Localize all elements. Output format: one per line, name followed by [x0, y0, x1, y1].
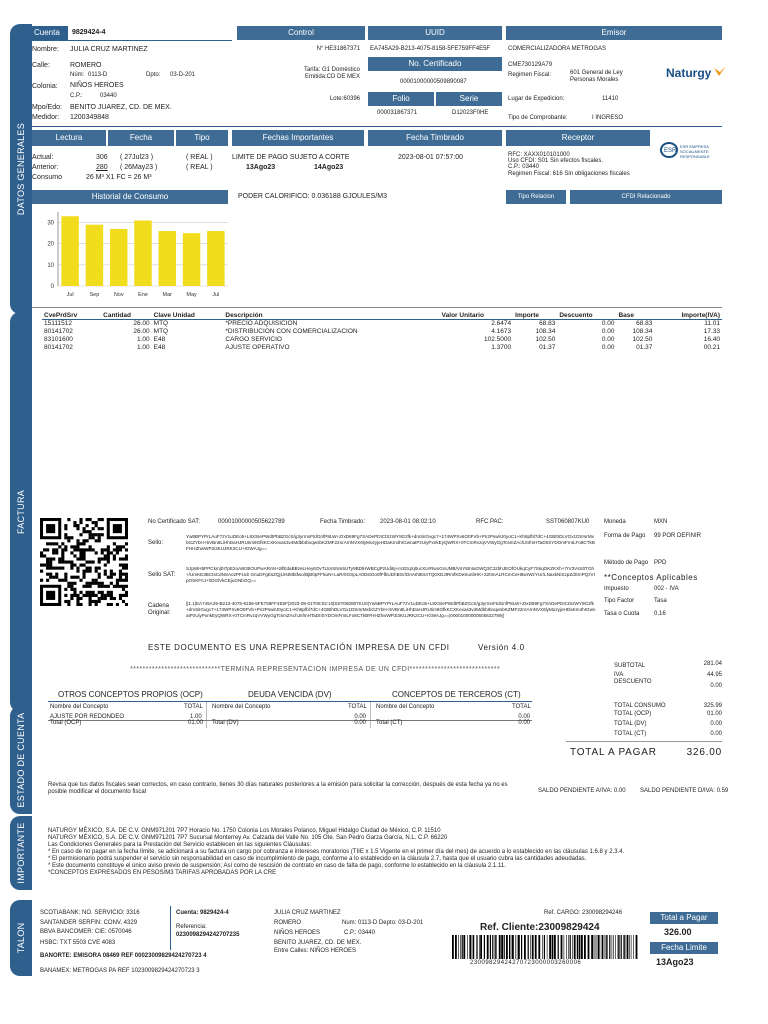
calle-value: ROMERO [70, 62, 102, 69]
descuento-label: DESCUENTO [614, 679, 652, 685]
cell: CARGO SERVICIO [225, 336, 282, 343]
esr-text: ESR EMPRESA SOCIALMENTE RESPONSABLE [680, 144, 710, 159]
total-consumo-label: TOTAL CONSUMO [614, 703, 666, 709]
talon-referencia-label: Referencia: [176, 924, 207, 930]
y-tick-label: 30 [47, 220, 54, 227]
metodo-pago-label: Método de Pago [604, 560, 649, 566]
divider [370, 702, 371, 728]
importante-line: * Este documento constituye el único aviso previo de suspensión; Así como de rescisión de contrato en caso de falta de pago, conforme lo establecido en la cláusula 2.1.11. [48, 863, 506, 869]
cell: MTQ [153, 320, 169, 327]
nombre-label: Nombre: [32, 46, 59, 53]
moneda-label: Moneda [604, 519, 626, 525]
num-value: 0113-D [88, 72, 108, 78]
chart-bar [207, 231, 224, 286]
talon-cuenta: Cuenta: 9829424-4 [176, 910, 229, 916]
total-ct-value: 0.00 [710, 731, 722, 737]
talon-calle: ROMERO [274, 920, 301, 926]
ct-col-total: TOTAL [512, 704, 531, 710]
rfc-pac-value: SST060807KU0 [546, 519, 590, 525]
limite-fecha: 13Ago23 [246, 164, 276, 171]
serie-header: Serie [436, 92, 502, 106]
control-header: Control [237, 26, 365, 40]
lote: Lote:60396 [329, 96, 360, 102]
actual-fecha: ( 27Jul23 ) [120, 154, 154, 161]
naturgy-logo [666, 66, 727, 80]
ref-cliente: Ref. Cliente:23009829424 [480, 922, 600, 933]
cuenta-header [32, 26, 68, 40]
talon-num: Num: 0113-D Depto: 03-D-201 [342, 920, 424, 926]
divider [206, 702, 207, 728]
cell: 83101600 [44, 336, 73, 343]
receptor-cp: C.P.: 03440 [508, 164, 539, 170]
talon-total-pagar: 326.00 [664, 927, 692, 937]
anterior-label: Anterior: [32, 164, 59, 171]
receptor-header: Receptor [506, 130, 650, 146]
banco-banamex: BANAMEX: METROGAS PA REF 1023009829424270723 3 [40, 968, 200, 974]
otros-sum-rule [48, 720, 532, 721]
table-row [42, 336, 722, 344]
ocp-total-value: 01.00 [188, 720, 204, 726]
uuid-value: EA745A29-B213-4075-8158-5FE759FF4E5F [370, 46, 491, 52]
header-rule [32, 40, 232, 41]
cell: 26.00 [133, 328, 150, 335]
cell: 11.01 [704, 320, 720, 327]
importante-text [48, 828, 728, 877]
impuesto-value: 002 - IVA [654, 586, 679, 592]
table-row [42, 328, 722, 336]
cell: *DISTRIBUCION CON COMERCIALIZACION [225, 328, 358, 335]
cell: 102.5000 [484, 336, 512, 343]
sidebar-factura [10, 312, 32, 712]
fecha-timbrado-value: 2023-08-01 07:57:00 [398, 154, 463, 161]
col-importe: Importe [513, 312, 557, 320]
x-tick-label: Mar [162, 292, 173, 298]
sidebar-estado-cuenta [10, 706, 32, 814]
actual-tipo: ( REAL ) [186, 154, 213, 161]
ocp-col-total: TOTAL [184, 704, 203, 710]
serie-value: D12023F0HE [452, 110, 489, 116]
banco-scotiabank: SCOTIABANK: NO. SERVICIO: 3316 [40, 910, 140, 916]
col-descuento: Descuento [557, 312, 616, 320]
emisor-nombre: COMERCIALIZADORA METROGAS [508, 46, 607, 52]
receptor-uso: Uso CFDI: S01 Sin efectos fiscales. [508, 158, 604, 164]
chart-bar [86, 225, 103, 286]
sidebar-datos-generales [10, 24, 32, 314]
sat-cert-label: No Certificado SAT: [148, 519, 200, 525]
folio-value: 000031867371 [377, 110, 418, 116]
cell: *PRECIO ADQUISICION [225, 320, 298, 327]
ref-cargo: Ref. CARGO: 230098294246 [544, 910, 623, 916]
descuento-value: 0.00 [710, 683, 722, 689]
section-rule [32, 307, 722, 308]
ct-total-value: 0.00 [518, 720, 530, 726]
mpo-value: BENITO JUAREZ, CD. DE MEX. [70, 104, 172, 111]
tipo-comprobante-value: I INGRESO [592, 115, 624, 121]
total-ct-label: TOTAL (CT) [614, 731, 647, 737]
mpo-label: Mpo/Edo: [32, 104, 62, 111]
limite-pago: LIMITE DE PAGO SUJETO A CORTE [232, 154, 350, 161]
total-consumo-value: 325.99 [703, 703, 722, 709]
importante-line: NATURGY MÉXICO, S.A. DE C.V. GNM971201 7P7 Horacio No. 1750 Colonia Los Morales Polanco, Miguel Hidalgo Ciudad de México, C.P. 11510 [48, 828, 441, 834]
col-descripcion: Descripción [223, 312, 439, 320]
banco-hsbc: HSBC: TXT 5503 CVE 4083 [40, 940, 116, 946]
dv-total-label: Total (DV) [212, 720, 239, 726]
actual-label: Actual: [32, 154, 54, 161]
fecha-header: Fecha [108, 130, 174, 146]
table-row [42, 344, 722, 352]
lectura-header: Lectura [32, 130, 106, 146]
dv-total-value: 0.00 [354, 720, 366, 726]
sidebar-label: IMPORTANTE [16, 822, 26, 884]
col-importe-iva: Importe(IVA) [654, 312, 722, 320]
otros-rule [48, 701, 532, 702]
talon-mpo: BENITO JUAREZ, CD. DE MEX. [274, 940, 362, 946]
sat-cert-value: 00001000000505622789 [218, 519, 285, 525]
cell: 1.00 [137, 344, 150, 351]
importante-line: * El permisionario podrá suspender el servicio sin responsabilidad en caso de incumplimiento de pago, conforme a lo establecido en la cláusula 2.7, hasta que el usuario cubra las cantidades adeudadas. [48, 856, 587, 862]
items-header-row [42, 312, 722, 320]
emisor-header: Emisor [506, 26, 722, 40]
colonia-value: NIÑOS HEROES [70, 82, 124, 89]
saldo-pendiente-aiva: SALDO PENDIENTE A/IVA: 0.00 [538, 788, 626, 794]
total-pagar-box: Total a Pagar [650, 912, 718, 924]
importante-line: NATURGY MÉXICO, S.A. DE C.V. GNM971201 7P7 Sucursal Monterrey Av. Calzada del Valle No. 105 Ote. San Pedro Garza García, N.L. C.P. 66220 [48, 835, 448, 841]
forma-pago-value: 99 POR DEFINIR [654, 533, 702, 539]
sidebar-talon [10, 900, 32, 976]
sello-sat-value: SJpWH5PPCkm|0I7pE2oAW35OUPwARnN+2ifEdaBBzeLHey6OvTL5nSNm5UTy9BDlHWBCgPzUdi6j+m3GqXj0ucXUrRwoGnUMB/VsY8tnIaGWQ3C3zbhJEOfOUkqCyF7SkqOKZKXh+7rV3VsS0TGh+/UmKE3BCtsCdNSAozPFUdr GnuDFgEsZQjUrstMbtfwo/BjB0pFF5uN+LaRr0GSpLA0DstGo0fFfbUDhBGr/DnAIhtEsnTQ0XDJtRmfKDeSunbHK+320mALRCmCeH8wrWzYUr/LNaxkNiSzpZdSmPQzVtpOSKFnJ+lIOGlVkCEjuGNbGQ== [186, 566, 595, 583]
consumo-label: Consumo [32, 174, 62, 181]
historial-header: Historial de Consumo [32, 190, 228, 204]
subtotal-label: SUBTOTAL [614, 663, 646, 669]
barcode-number: 23009829424270723000003260006 [470, 960, 582, 966]
cell: 4.1673 [491, 328, 512, 335]
dv-col-nombre: Nombre del Concepto [212, 704, 271, 710]
banco-bbva: BBVA BANCOMER: CIE: 0570046 [40, 929, 132, 935]
sat-fecha-value: 2023-08-01 08:02:10 [380, 519, 436, 525]
chart-bar [183, 233, 200, 286]
chart-bar [110, 229, 127, 286]
talon-referencia: 0230098294242707235 [176, 932, 240, 938]
consumo-value: 26 M³ X1 FC = 26 M³ [86, 174, 152, 181]
cell: 0.00 [601, 328, 615, 335]
qr-code [40, 518, 128, 606]
ocp-item-value: 1.00 [190, 714, 202, 720]
dv-title: DEUDA VENCIDA (DV) [248, 690, 332, 699]
ct-total-label: Total (CT) [376, 720, 403, 726]
cell: 0.00 [601, 320, 615, 327]
no-certificado-value: 00001000000509890087 [400, 79, 467, 85]
sidebar-importante [10, 816, 32, 890]
total-ocp-value: 01.00 [706, 711, 722, 717]
naturgy-wordmark: Naturgy [666, 66, 712, 80]
cell: 26.00 [133, 320, 150, 327]
cell: 102.50 [535, 336, 556, 343]
importante-line: *CONCEPTOS EXPRESADOS EN PESOS/M3 TARIFAS APROBADAS POR LA CRE [48, 870, 277, 876]
nombre-value: JULIA CRUZ MARTINEZ [70, 46, 148, 53]
anterior-tipo: ( REAL ) [186, 164, 213, 171]
moneda-value: MXN [654, 519, 668, 525]
y-tick-label: 20 [47, 241, 54, 248]
dv-col-total: TOTAL [348, 704, 367, 710]
x-tick-label: Sep [89, 292, 100, 298]
cell: AJUSTE OPERATIVO [225, 344, 290, 351]
iva-label: IVA [614, 672, 624, 678]
col-cveprodserv: CvePrdSrv [42, 312, 101, 320]
cuenta-label: Cuenta [34, 28, 60, 37]
talon-entre: Entre Calles: NIÑOS HEROES [274, 948, 357, 954]
forma-pago-label: Forma de Pago [604, 533, 646, 539]
dv-line-value: 0.00 [354, 714, 366, 720]
total-rule [566, 741, 722, 742]
total-pagar-value: 326.00 [686, 747, 722, 758]
tasa-value: 0.16 [654, 611, 666, 617]
poder-calorifico: PODER CALORIFICO: 0.036188 GJOULES/M3 [238, 193, 387, 200]
cadena-label: Cadena Original: [148, 603, 171, 616]
iva-value: 44.95 [706, 672, 722, 678]
impuesto-label: Impuesto [604, 586, 629, 592]
cell: 108.34 [535, 328, 556, 335]
receptor-regimen: Regimen Fiscal: 616 Sin obligaciones fiscales [508, 171, 630, 177]
sello-value: Yw5BPYPrLAuF7zV1uDEo5+L8XSIePWdtPbBZGcS/g3yrmnFtdGnfP8LW+ZrxD69Fg7SADePDICtSzWY9Gzfk+dmSiIGvgc7+174WPXv6O0FVb+Pn2PswlrJ0yoC1+Kh8pfbl7dC+4GBIhDLVGx1DSrsrMxbGZYbH+5VBn8LiHhDaHJRUIim9GfkKCXKexas3v4MdbbIbnqwsbKZMF22nrArnNVX6lyMozyjeHDaKm4hIGwnaIPzUiyPxnkEyQWRX+0TCmRvzqVVWyGgTcsmZAchJnfmHTaDIISYDOmFmILFo8CTkBFHHZhwWP2i3KUJRK2CU+IGWAJg== [186, 534, 595, 551]
col-clave-unidad: Clave Unidad [152, 312, 224, 320]
y-tick-label: 10 [47, 262, 54, 269]
col-valor-unitario: Valor Unitario [440, 312, 513, 320]
cell: 16.40 [703, 336, 720, 343]
sello-label: Sello: [148, 540, 164, 546]
regimen-value: 601 General de Ley Personas Morales [570, 70, 623, 83]
corte-fecha: 14Ago23 [314, 164, 344, 171]
colonia-label: Colonia: [32, 83, 58, 90]
anterior-value: 280 [96, 164, 108, 171]
cell: 17.33 [703, 328, 720, 335]
cell: 108.34 [632, 328, 653, 335]
rfc-pac-label: RFC PAC: [476, 519, 504, 525]
ct-col-nombre: Nombre del Concepto [376, 704, 435, 710]
ct-title: CONCEPTOS DE TERCEROS (CT) [392, 690, 521, 699]
naturgy-flame-icon [713, 66, 727, 78]
total-dv-label: TOTAL (DV) [614, 721, 647, 727]
cell: 1.00 [137, 336, 150, 343]
esr-logo [660, 142, 716, 160]
emitida: Emitida:CD DE MEX [304, 74, 360, 80]
saldo-pendiente-diva: SALDO PENDIENTE D/IVA: 0.59 [640, 788, 729, 794]
talon-colonia: NIÑOS HEROES [274, 930, 321, 936]
barcode [452, 935, 640, 959]
cfdi-relacionado-header: CFDI Relacionado [570, 190, 722, 204]
subtotal-value: 281.04 [703, 661, 722, 667]
dpto-label: Dpto: [146, 72, 161, 78]
importante-line: * En caso de no pagar en la fecha límite, se adicionará a su factura un cargo por cobranza e intereses moratorios (TIIE x 1.5 Vigente en el primer día del mes) de acuerdo a lo establecido en las cláusulas 1.6.8 y 2.3.4. [48, 849, 625, 855]
items-table [42, 312, 722, 352]
cell: 01.37 [539, 344, 556, 351]
banco-santander: SANTANDER SERFIN: CONV. 4329 [40, 920, 138, 926]
x-tick-label: Jul [66, 292, 74, 298]
folio-header: Folio [368, 92, 434, 106]
tipo-factor-label: Tipo Factor [604, 598, 635, 604]
cell: E48 [153, 336, 166, 343]
cell: E48 [153, 344, 166, 351]
x-tick-label: May [186, 292, 197, 298]
x-tick-label: Jul [212, 292, 220, 298]
chart-bar [159, 231, 176, 286]
y-tick-label: 0 [50, 284, 54, 290]
metodo-pago-value: PPD [654, 560, 667, 566]
sidebar-label: TALON [16, 922, 26, 954]
cell: 15111512 [44, 320, 72, 327]
lugar-value: 11410 [602, 96, 619, 102]
ct-line-value: 0.00 [518, 714, 530, 720]
control-number: N° HE31867371 [316, 46, 360, 52]
cadena-value: ||1.1|EA745A29-B213-4075-8158-5FE759FF4E5F|2023-08-01T08:02:10|SST060807KU0|Yw5BPYPrLAuF7zV1uDEo5+L8XSIePWdtPbBZGcS/g3yrmnFtdGnfP8LW+ZrxD69Fg7SADePDICtSzWY9Gzfk+dmSiIGvgc7+174WPXv6O0FVb+Pn2PswlrJ0yoC1+Kh8pfbl7dC+4GBIhDLVGx1DSrsrMxbGZYbH+5VBn8LiHhDaHJRUIim9GfkKCXKexas3v4MdbbIbnqwsbKZMF22nrArnNVX6lyMozyjeHDaKm4hIGwnaIPzUiyPxnkEyQWRX+0TCmRvzqVVWyGgTcsmZAchJnfmHTaDIISYDOmFmILFo8CTkBFHHZhwWP2i3KUJRK2CU+IGWAJg==|00001000000505622789|| [186, 601, 596, 618]
dpto-value: 03-D-201 [170, 72, 196, 78]
fecha-limite-box: Fecha Limite [650, 942, 718, 954]
total-pagar-label: TOTAL A PAGAR [570, 747, 657, 758]
cell: MTQ [153, 328, 169, 335]
col-cantidad: Cantidad [101, 312, 152, 320]
divider [170, 906, 171, 950]
x-tick-label: Ene [138, 292, 148, 298]
sidebar-label: DATOS GENERALES [16, 122, 26, 216]
num-label: Núm: [70, 72, 85, 78]
x-tick-label: Nov [113, 292, 124, 298]
lugar-label: Lugar de Expedicion: [508, 96, 565, 102]
version: Versión 4.0 [478, 643, 525, 652]
sello-sat-label: Sello SAT: [148, 572, 176, 578]
tipo-comprobante-label: Tipo de Comprobante: [508, 115, 568, 121]
sidebar-label: ESTADO DE CUENTA [16, 712, 26, 808]
cell: 1.3700 [491, 344, 512, 351]
cell: 0.00 [601, 336, 615, 343]
regimen-label: Regimen Fiscal: [508, 72, 552, 78]
talon-nombre: JULIA CRUZ MARTINEZ [274, 910, 341, 916]
section-rule [32, 126, 722, 127]
cell: 01.37 [636, 344, 653, 351]
uuid-header: UUID [368, 26, 502, 40]
cuenta-value: 9829424-4 [72, 29, 106, 36]
cell: 2.6474 [491, 320, 512, 327]
aviso-datos-fiscales: Revisa que tus datos fiscales sean correctos, en caso contrario, tienes 30 días naturales posteriores a la emisión para solicitar la corrección, después de esta fecha ya no es posible modificar el documento fiscal [48, 782, 508, 795]
emisor-rfc: CME730129A79 [508, 62, 553, 68]
termina-representacion: *****************************TERMINA REPRESENTACIÓN IMPRESA DE UN CFDI***************************** [130, 666, 501, 673]
ocp-title: OTROS CONCEPTOS PROPIOS (OCP) [58, 690, 203, 699]
talon-fecha-limite: 13Ago23 [656, 957, 694, 967]
medidor-value: 1200349848 [70, 114, 109, 121]
actual-value: 306 [96, 154, 108, 161]
medidor-label: Medidor: [32, 114, 60, 121]
ocp-col-nombre: Nombre del Concepto [50, 704, 109, 710]
talon-cp: C.P.: 03440 [344, 930, 375, 936]
tipo-factor-value: Tasa [654, 598, 667, 604]
tasa-label: Tasa o Cuota [604, 611, 640, 617]
sat-fecha-label: Fecha Timbrado: [320, 519, 366, 525]
calle-label: Calle: [32, 62, 50, 69]
cell: 00.21 [703, 344, 720, 351]
receptor-rfc: RFC: XAXX010101000 [508, 152, 570, 158]
cell: 68.83 [636, 320, 653, 327]
cell: 68.83 [539, 320, 556, 327]
cell: 0.00 [601, 344, 615, 351]
tipo-relacion-header: Tipo Relacion [506, 190, 566, 204]
anterior-fecha: ( 26May23 ) [120, 164, 158, 171]
no-certificado-header: No. Certificado [368, 57, 502, 71]
representacion-impresa: ESTE DOCUMENTO ES UNA REPRESENTACIÓN IMPRESA DE UN CFDI [148, 643, 450, 652]
chart-bar [61, 216, 78, 286]
cell: 80141702 [44, 344, 73, 351]
conceptos-aplicables: **Conceptos Aplicables [604, 573, 698, 582]
importante-line: Las Condiciones Generales para la Prestación del Servicio establecen en las siguientes Cláusulas: [48, 842, 312, 848]
fecha-timbrado-header: Fecha Timbrado [368, 130, 502, 146]
cp-label: C.P.: [70, 93, 83, 99]
total-ocp-label: TOTAL (OCP) [614, 711, 652, 717]
ocp-total-label: Total (OCP) [50, 720, 82, 726]
esr-badge-icon [660, 142, 678, 158]
tarifa: Tarifa: G1 Doméstico [303, 67, 360, 73]
col-base: Base [616, 312, 654, 320]
ocp-item-name: AJUSTE POR REDONDEO [50, 714, 125, 720]
table-row [42, 320, 722, 329]
fechas-importantes-header: Fechas Importantes [232, 130, 364, 146]
cell: 80141702 [44, 328, 73, 335]
cell: 102.50 [632, 336, 653, 343]
chart-bar [134, 220, 151, 286]
banco-banorte: BANORTE: EMISORA 08469 REF 00023009829424270723 4 [40, 953, 207, 959]
tipo-header: Tipo [176, 130, 228, 146]
total-dv-value: 0.00 [710, 721, 722, 727]
svg-text:ESR: ESR [664, 148, 677, 154]
cp-value: 03440 [100, 93, 117, 99]
sidebar-label: FACTURA [16, 489, 26, 535]
consumption-chart [36, 208, 236, 304]
